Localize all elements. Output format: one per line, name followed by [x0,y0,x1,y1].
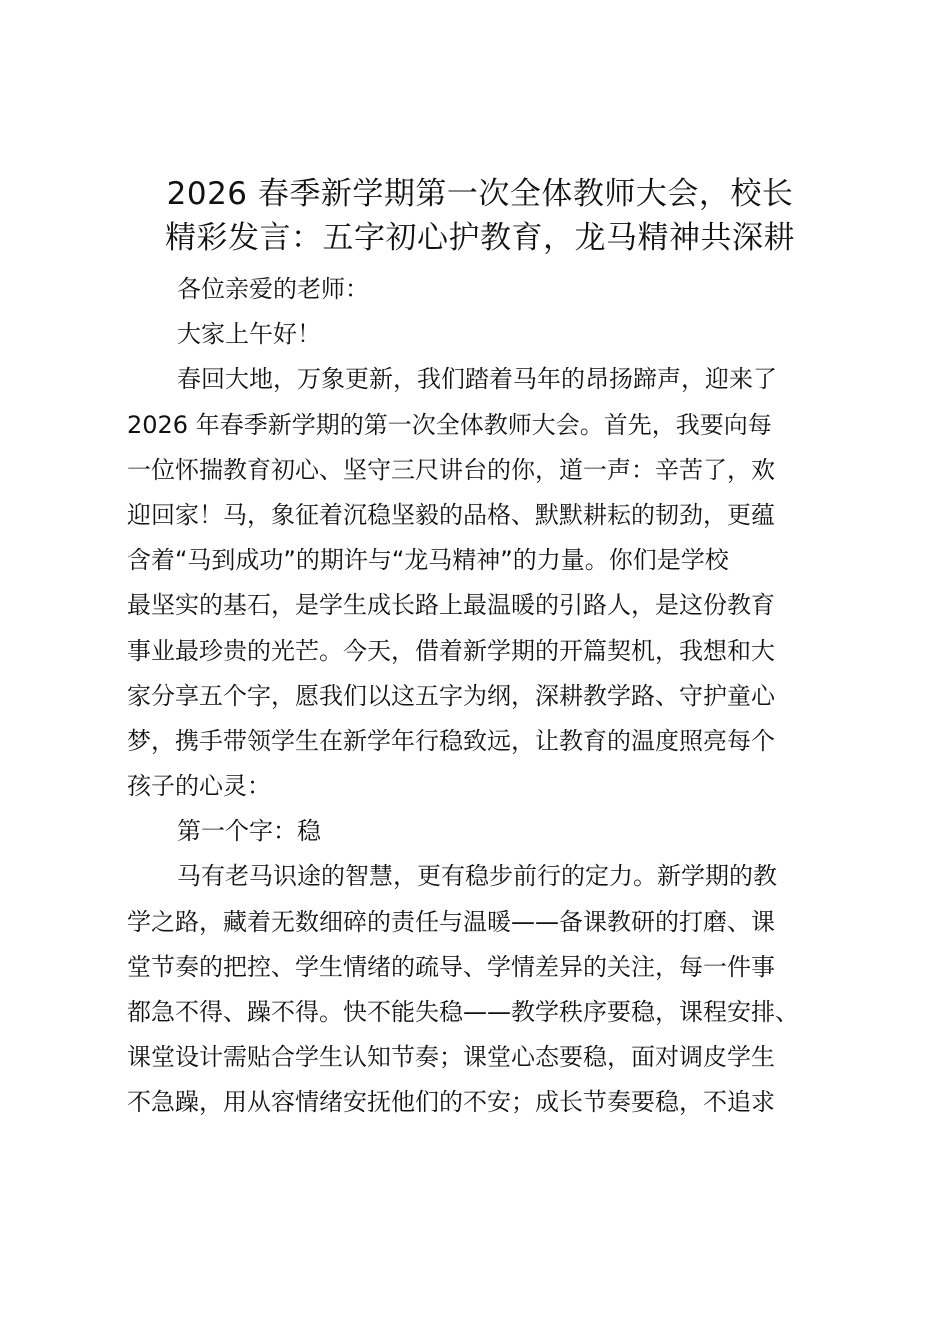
paragraph-line: 最坚实的基石，是学生成长路上最温暖的引路人，是这份教育 [127,591,775,620]
title-line: 2026 春季新学期第一次全体教师大会，校长 [166,176,794,212]
greeting-line: 各位亲爱的老师： [177,275,369,303]
paragraph-line: 春回大地，万象更新，我们踏着马年的昂扬蹄声，迎来了 [177,365,777,394]
paragraph-line: 2026 年春季新学期的第一次全体教师大会。首先，我要向每 [127,410,772,439]
paragraph-line: 迎回家！马，象征着沉稳坚毅的品格、默默耕耘的韧劲，更蕴 [127,500,775,529]
section-heading: 第一个字：稳 [177,817,321,846]
paragraph-line: 梦，携手带领学生在新学年行稳致远，让教育的温度照亮每个 [127,726,775,755]
paragraph-line: 马有老马识途的智慧，更有稳步前行的定力。新学期的教 [177,862,777,891]
document-page [127,172,833,1126]
document-title [127,172,833,260]
paragraph-line: 课堂设计需贴合学生认知节奏；课堂心态要稳，面对调皮学生 [127,1043,775,1072]
salutation-line: 大家上午好！ [177,320,321,349]
document-body [127,267,833,1126]
paragraph-line: 家分享五个字，愿我们以这五字为纲，深耕教学路、守护童心 [127,681,775,710]
paragraph-intro [127,357,833,809]
paragraph-line: 含着“马到成功”的期许与“龙马精神”的力量。你们是学校 [127,546,729,575]
paragraph-line: 不急躁，用从容情绪安抚他们的不安；成长节奏要稳，不追求 [127,1088,775,1117]
paragraph-line: 堂节奏的把控、学生情绪的疏导、学情差异的关注，每一件事 [127,952,775,981]
paragraph-line: 一位怀揣教育初心、坚守三尺讲台的你，道一声：辛苦了，欢 [127,455,775,484]
paragraph-line: 孩子的心灵： [127,772,271,801]
paragraph-line: 都急不得、躁不得。快不能失稳——教学秩序要稳，课程安排、 [127,998,799,1026]
paragraph-line: 学之路，藏着无数细碎的责任与温暖——备课教研的打磨、课 [127,907,775,936]
title-line: 精彩发言：五字初心护教育，龙马精神共深耕 [165,220,795,256]
paragraph-section1 [127,854,833,1125]
paragraph-line: 事业最珍贵的光芒。今天，借着新学期的开篇契机，我想和大 [127,636,775,665]
